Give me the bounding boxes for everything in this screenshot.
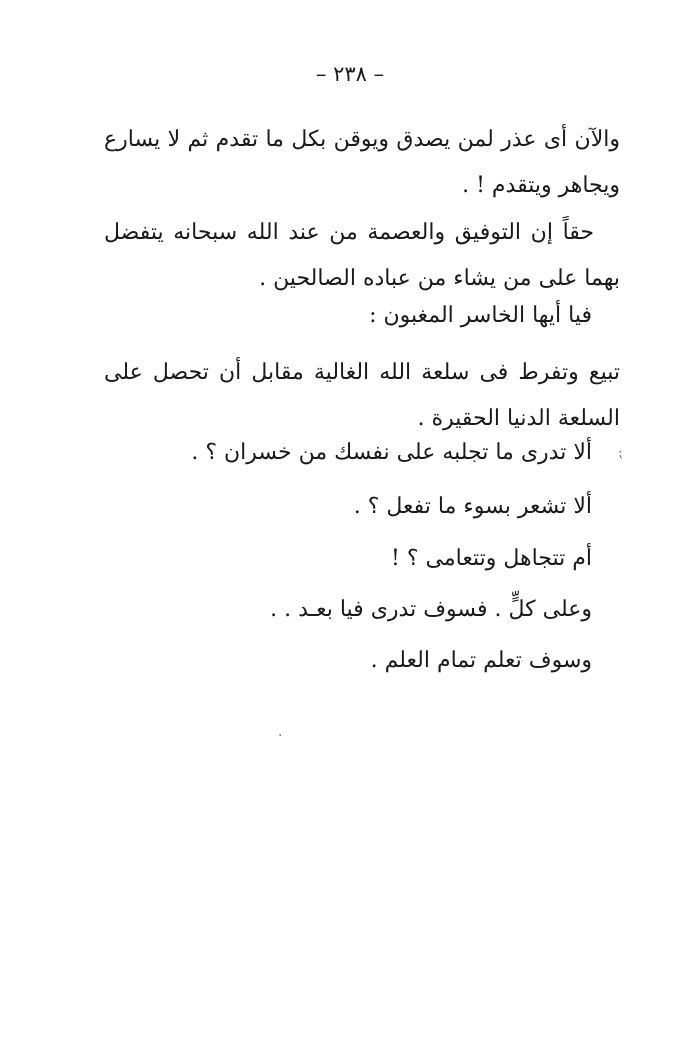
line-1: ألا تدرى ما تجلبه على نفسك من خسران ؟ . [191, 440, 592, 465]
ink-speck: · [278, 728, 283, 744]
line-2: ألا تشعر بسوء ما تفعل ؟ . [353, 494, 592, 519]
page-number: – ٢٣٨ – [315, 62, 385, 86]
margin-speck: ⁏ [618, 445, 623, 461]
paragraph-4: تبيع وتفرط فى سلعة الله الغالية مقابل أن تحصل على السلعة الدنيا الحقيرة . [104, 360, 620, 431]
line-5: وسوف تعلم تمام العلم . [370, 648, 592, 673]
paragraph-2: حقاً إن التوفيق والعصمة من عند الله سبحانه يتفضل بهما على من يشاء من عباده الصالحين . [104, 220, 620, 291]
line-3: أم تتجاهل وتتعامى ؟ ! [391, 546, 592, 571]
paragraph-3: فيا أيها الخاسر المغبون : [369, 303, 592, 328]
line-4: وعلى كلٍّ . فسوف تدرى فيا بعـد . . [270, 597, 592, 622]
paragraph-1: والآن أى عذر لمن يصدق ويوقن بكل ما تقدم ثم لا يسارع ويجاهر ويتقدم ! . [104, 127, 620, 198]
